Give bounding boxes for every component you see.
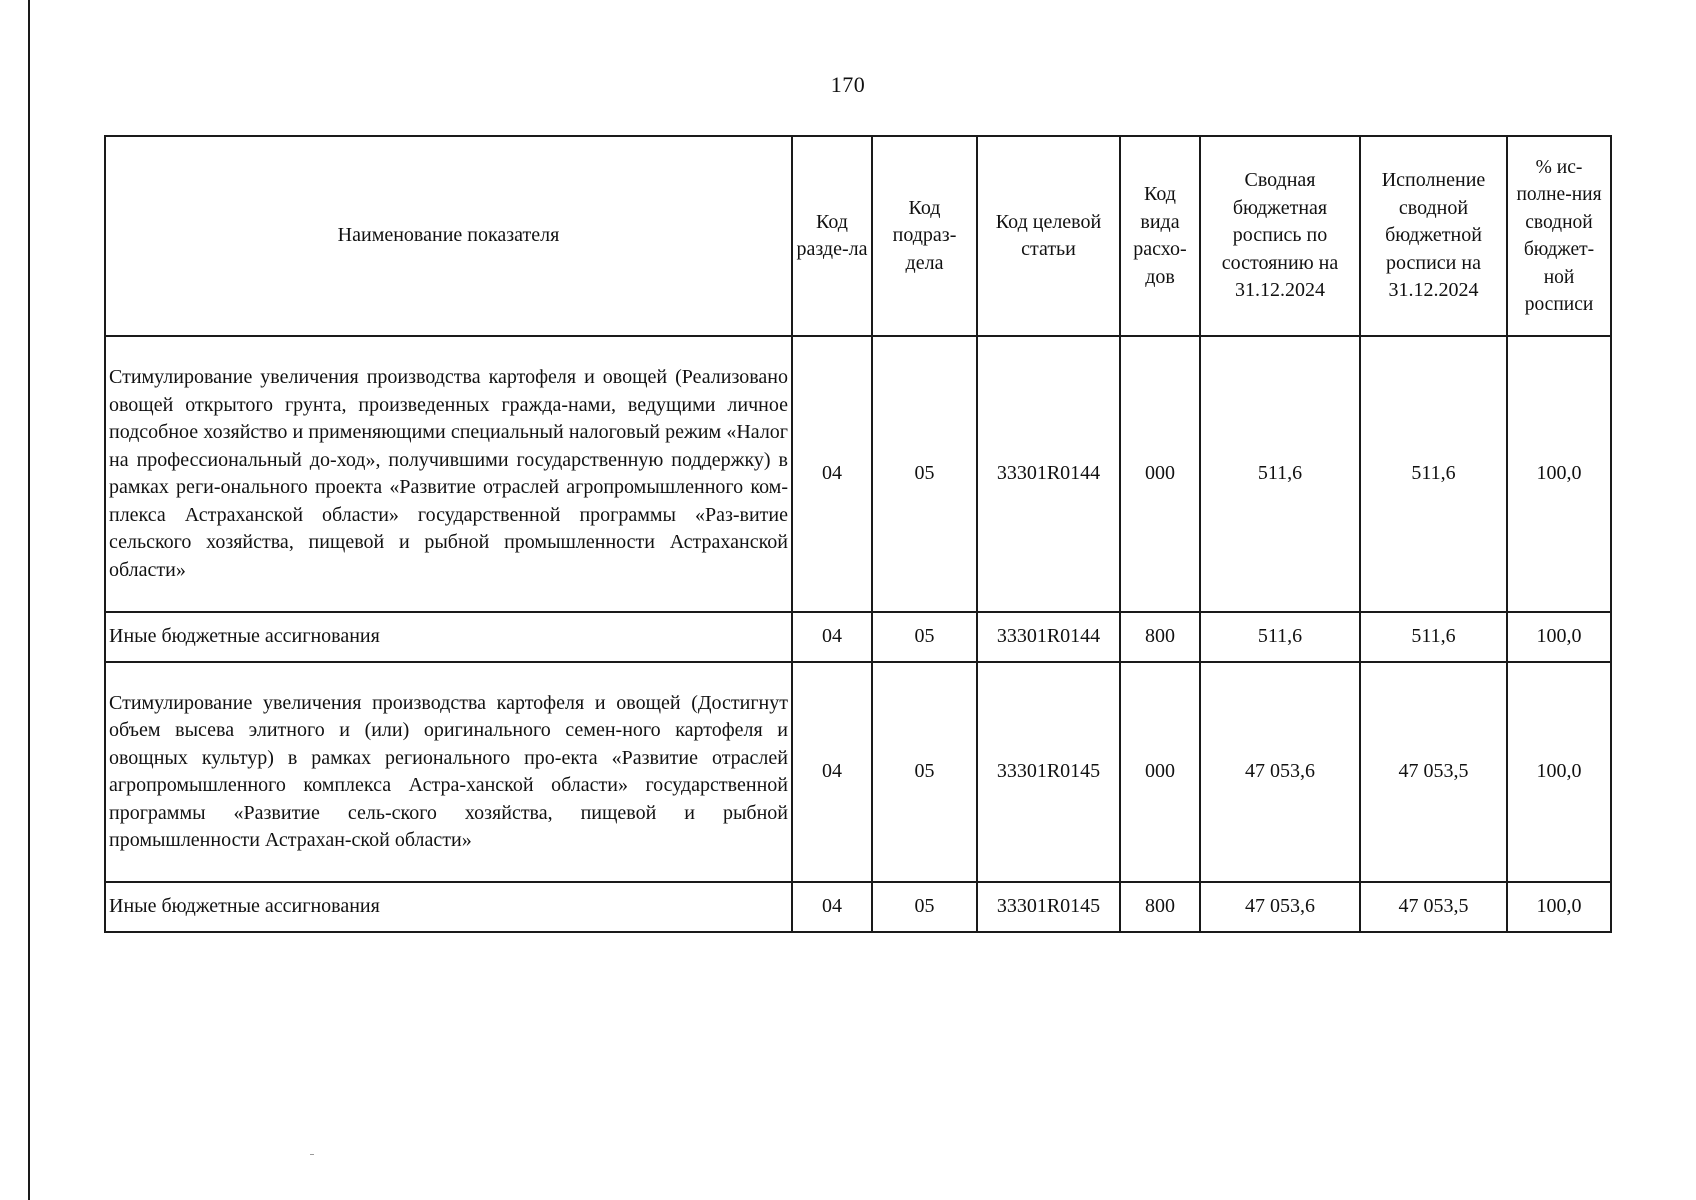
expense-type-cell: 800 <box>1120 612 1200 662</box>
table-row <box>105 336 1611 612</box>
expense-type-cell: 000 <box>1120 662 1200 882</box>
target-code-cell: 33301R0145 <box>977 882 1120 932</box>
execution-percent-cell: 100,0 <box>1507 882 1611 932</box>
executed-amount-cell: 511,6 <box>1360 612 1507 662</box>
subsection-code-cell: 05 <box>872 336 977 612</box>
header-indicator-name: Наименование показателя <box>105 136 792 336</box>
table-row <box>105 612 1611 662</box>
target-code-cell: 33301R0144 <box>977 612 1120 662</box>
header-execution-percent: % ис-полне-ния сводной бюджет-ной росписи <box>1507 136 1611 336</box>
planned-amount-cell: 511,6 <box>1200 612 1360 662</box>
executed-amount-cell: 47 053,5 <box>1360 882 1507 932</box>
target-code-cell: 33301R0144 <box>977 336 1120 612</box>
table-row <box>105 882 1611 932</box>
section-code-cell: 04 <box>792 336 872 612</box>
scan-speck <box>310 1154 314 1155</box>
subsection-code-cell: 05 <box>872 612 977 662</box>
table-header-row <box>105 136 1611 336</box>
indicator-name-cell: Стимулирование увеличения производства картофеля и овощей (Реализовано овощей открытого грунта, произведенных гражда-нами, ведущими личное подсобное хозяйство и применяющими специальный налоговый режим «Налог на профессиональный до-ход», получившими государственную поддержку) в рамках реги-онального проекта «Развитие отраслей агропромышленного ком-плекса Астраханской области» государственной программы «Раз-витие сельского хозяйства, пищевой и рыбной промышленности Астраханской области» <box>105 336 792 612</box>
left-margin-rule <box>28 0 30 1200</box>
executed-amount-cell: 47 053,5 <box>1360 662 1507 882</box>
header-planned-budget: Сводная бюджетная роспись по состоянию на 31.12.2024 <box>1200 136 1360 336</box>
page-number: 170 <box>830 72 866 97</box>
indicator-name-cell: Иные бюджетные ассигнования <box>105 882 792 932</box>
subsection-code-cell: 05 <box>872 662 977 882</box>
budget-execution-table <box>104 135 1612 933</box>
indicator-name-cell: Стимулирование увеличения производства картофеля и овощей (Достигнут объем высева элитного и (или) оригинального семен-ного картофеля и овощных культур) в рамках регионального про-екта «Развитие отраслей агропромышленного комплекса Астра-ханской области» государственной программы «Развитие сель-ского хозяйства, пищевой и рыбной промышленности Астрахан-ской области» <box>105 662 792 882</box>
header-expense-type-code: Код вида расхо-дов <box>1120 136 1200 336</box>
header-executed-budget: Исполнение сводной бюджетной росписи на 31.12.2024 <box>1360 136 1507 336</box>
section-code-cell: 04 <box>792 882 872 932</box>
target-code-cell: 33301R0145 <box>977 662 1120 882</box>
expense-type-cell: 800 <box>1120 882 1200 932</box>
header-target-code: Код целевой статьи <box>977 136 1120 336</box>
header-section-code: Код разде-ла <box>792 136 872 336</box>
header-subsection-code: Код подраз-дела <box>872 136 977 336</box>
planned-amount-cell: 47 053,6 <box>1200 662 1360 882</box>
execution-percent-cell: 100,0 <box>1507 336 1611 612</box>
planned-amount-cell: 511,6 <box>1200 336 1360 612</box>
section-code-cell: 04 <box>792 662 872 882</box>
indicator-name-cell: Иные бюджетные ассигнования <box>105 612 792 662</box>
executed-amount-cell: 511,6 <box>1360 336 1507 612</box>
section-code-cell: 04 <box>792 612 872 662</box>
execution-percent-cell: 100,0 <box>1507 612 1611 662</box>
planned-amount-cell: 47 053,6 <box>1200 882 1360 932</box>
table-row <box>105 662 1611 882</box>
execution-percent-cell: 100,0 <box>1507 662 1611 882</box>
expense-type-cell: 000 <box>1120 336 1200 612</box>
subsection-code-cell: 05 <box>872 882 977 932</box>
